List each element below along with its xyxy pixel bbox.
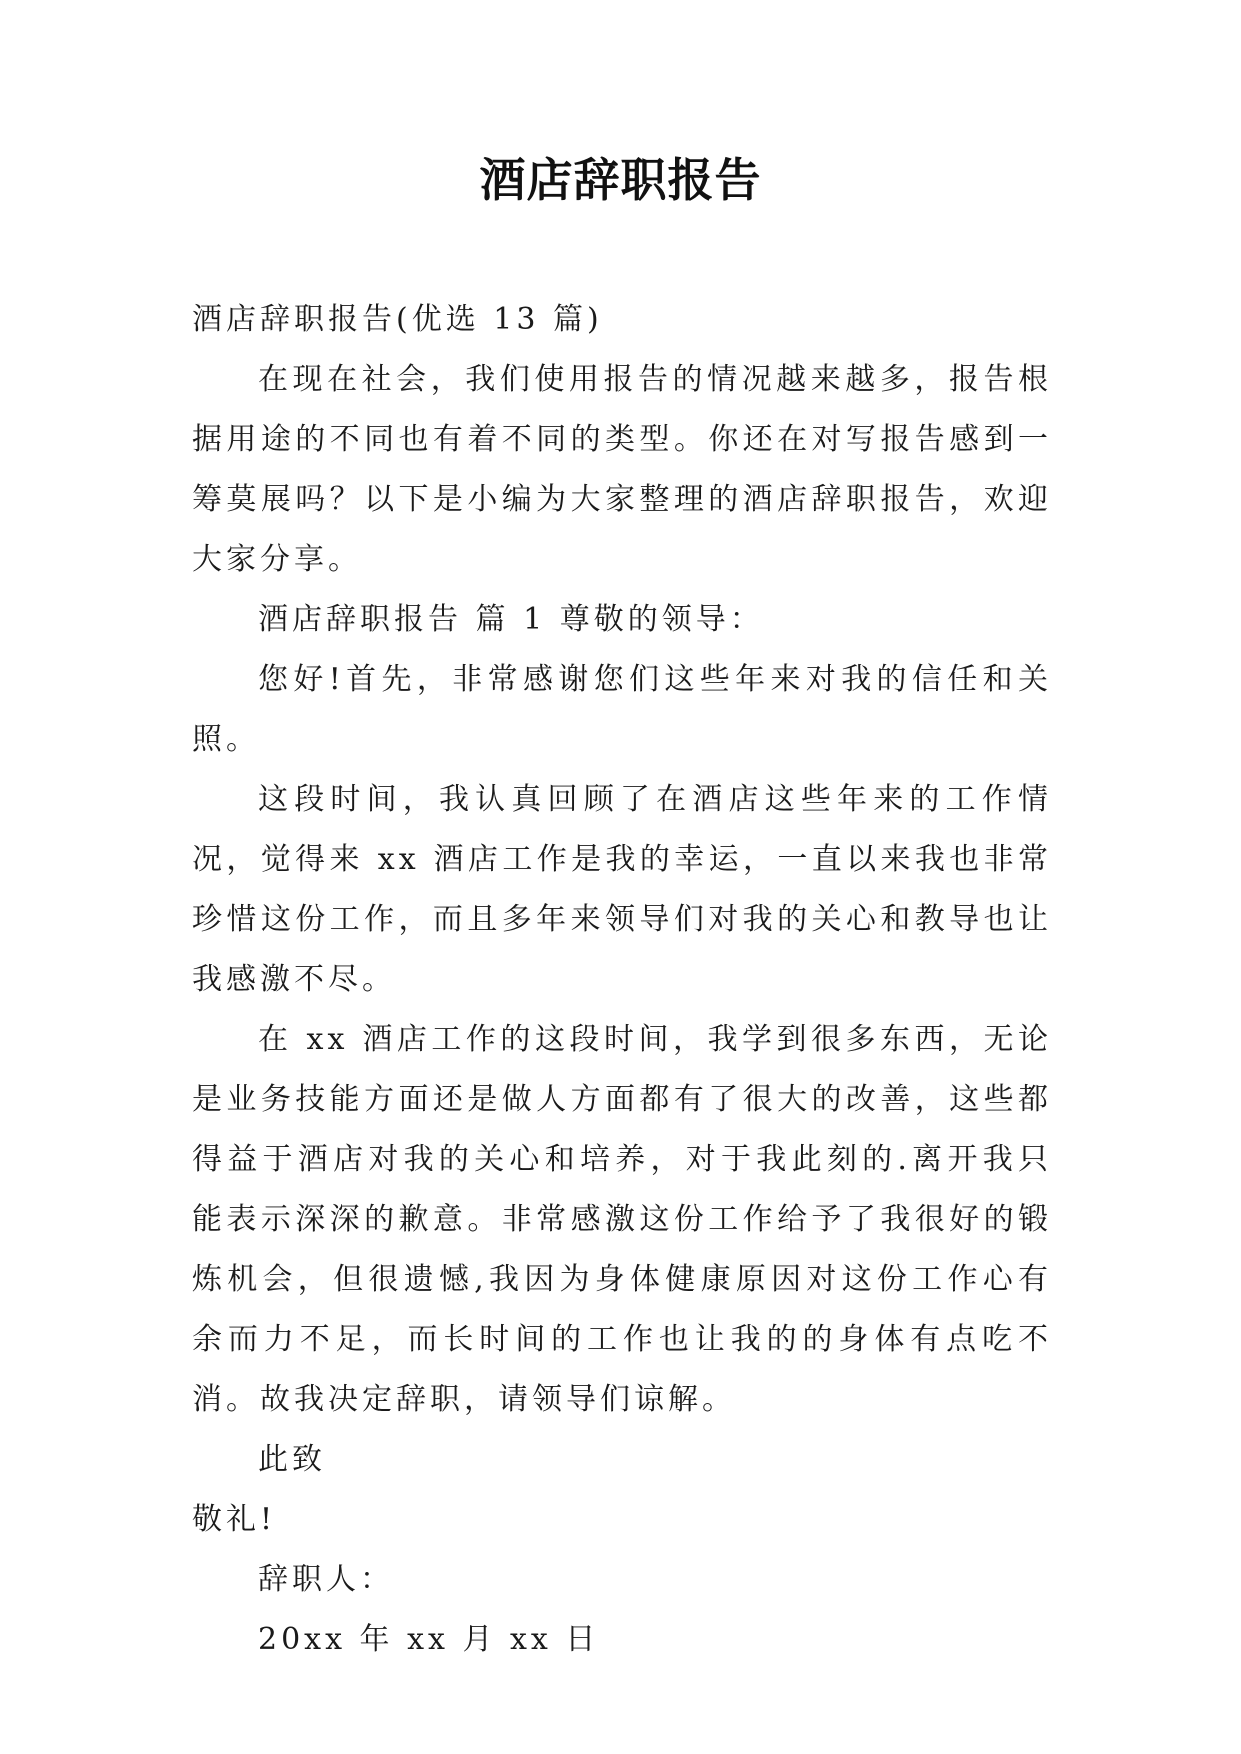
paragraph-intro: 在现在社会，我们使用报告的情况越来越多，报告根据用途的不同也有着不同的类型。你还在对写报告感到一筹莫展吗？以下是小编为大家整理的酒店辞职报告，欢迎大家分享。: [192, 362, 1052, 577]
paragraph-date: 20xx 年 xx 月 xx 日: [258, 1622, 600, 1657]
paragraph-signer: 辞职人：: [258, 1562, 394, 1597]
document-body: [192, 290, 1052, 1670]
paragraph-salutation: 酒店辞职报告 篇 1 尊敬的领导：: [258, 602, 764, 637]
paragraph-reflection: 这段时间，我认真回顾了在酒店这些年来的工作情况，觉得来 xx 酒店工作是我的幸运，一直以来我也非常珍惜这份工作，而且多年来领导们对我的关心和教导也让我感激不尽。: [192, 782, 1052, 997]
document-title: 酒店辞职报告: [479, 153, 762, 207]
document-subtitle: 酒店辞职报告(优选 13 篇): [192, 302, 603, 337]
paragraph-regards: 敬礼!: [192, 1502, 277, 1537]
paragraph-greeting: 您好!首先，非常感谢您们这些年来对我的信任和关照。: [192, 662, 1052, 757]
paragraph-closing: 此致: [258, 1442, 326, 1477]
paragraph-reason: 在 xx 酒店工作的这段时间，我学到很多东西，无论是业务技能方面还是做人方面都有了很大的改善，这些都得益于酒店对我的关心和培养，对于我此刻的.离开我只能表示深深的歉意。非常感激这份工作给予了我很好的锻炼机会，但很遗憾,我因为身体健康原因对这份工作心有余而力不足，而长时间的工作也让我的的身体有点吃不消。故我决定辞职，请领导们谅解。: [192, 1022, 1052, 1417]
